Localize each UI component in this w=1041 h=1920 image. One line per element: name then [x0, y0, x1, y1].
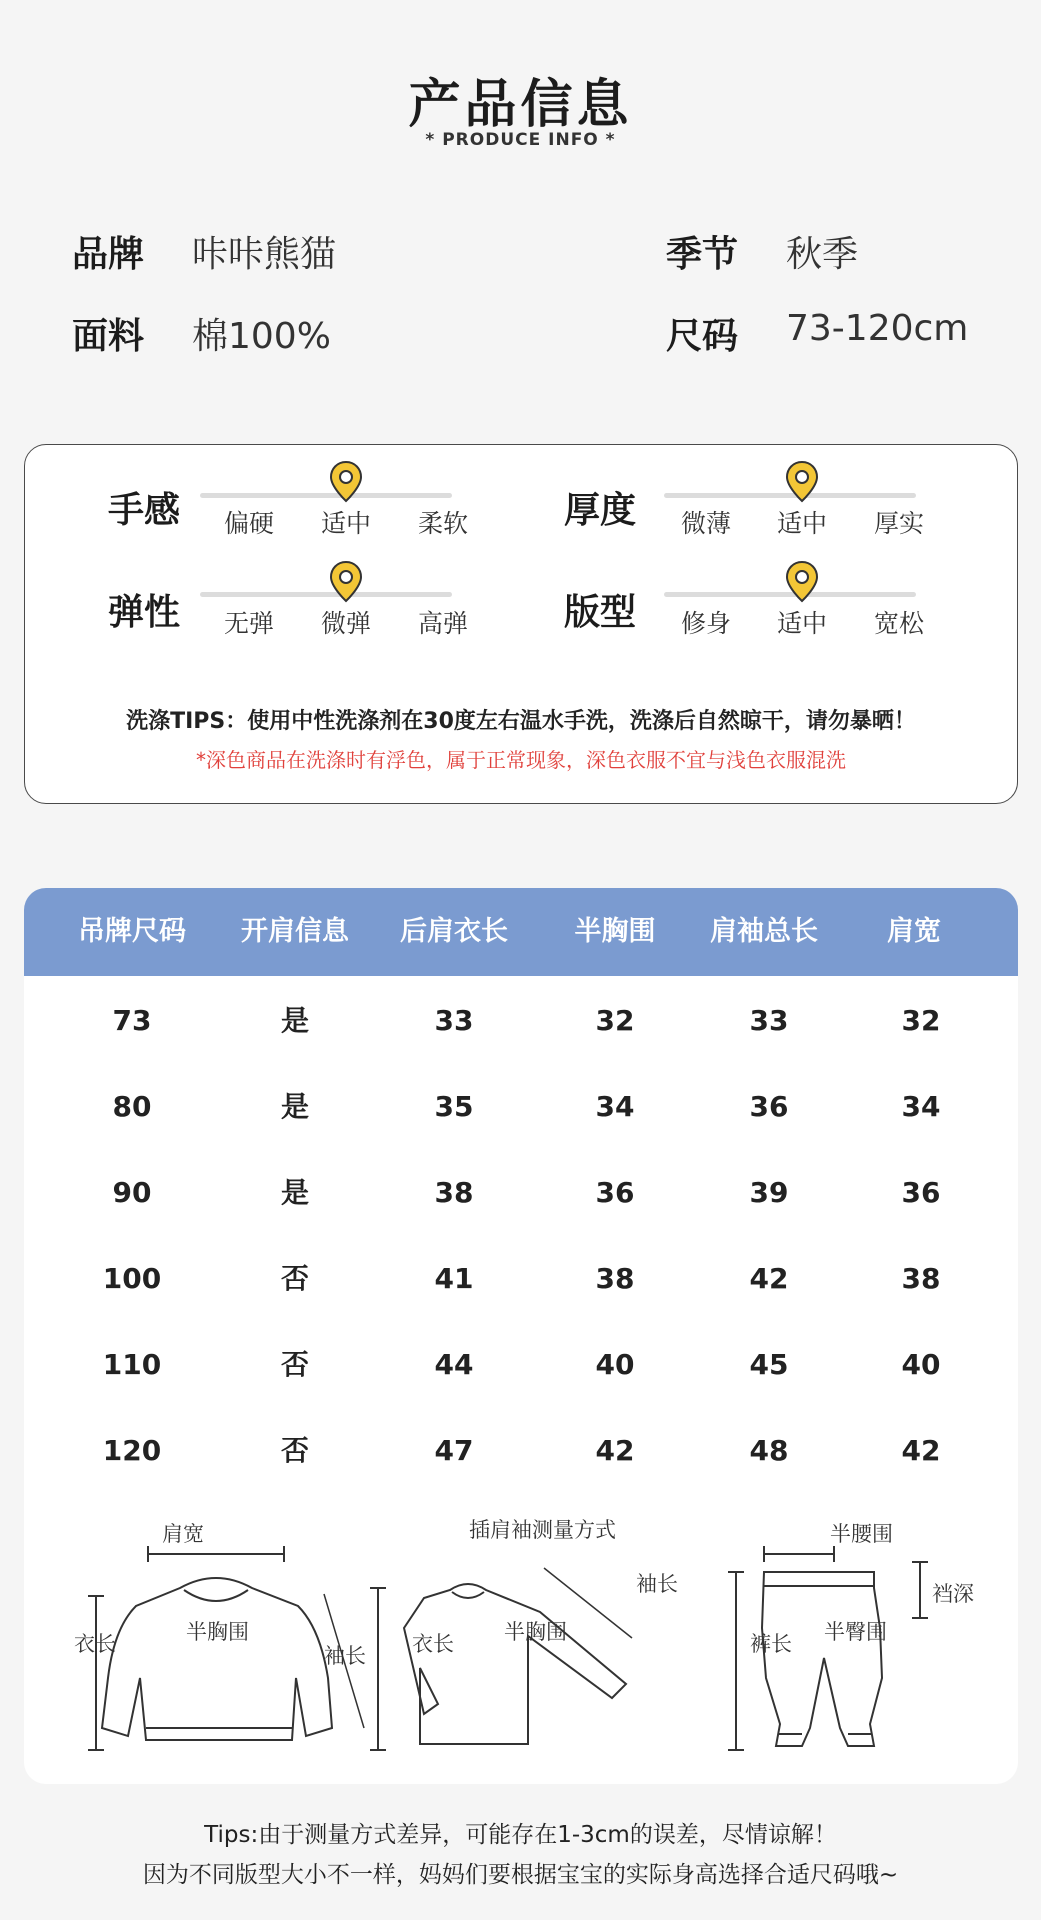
table-cell: 38: [901, 1262, 941, 1295]
attribute-option: 柔软: [417, 509, 468, 538]
brand-label: 品牌: [72, 234, 145, 275]
table-cell: 100: [102, 1262, 162, 1295]
location-pin-icon: [328, 460, 364, 504]
table-cell: 是: [280, 1090, 309, 1123]
table-cell: 42: [901, 1434, 941, 1467]
table-cell: 39: [749, 1176, 789, 1209]
sleeve-label: 袖长: [636, 1572, 678, 1596]
attribute-title: 版型: [564, 592, 637, 633]
page-title: 产品信息: [408, 75, 633, 135]
chest-label: 半胸围: [186, 1620, 249, 1644]
attribute-option-selected: 适中: [776, 509, 827, 538]
table-cell: 34: [901, 1090, 941, 1123]
table-cell: 45: [749, 1348, 789, 1381]
table-cell: 41: [434, 1262, 474, 1295]
waist-label: 半腰围: [830, 1522, 893, 1546]
attribute-title: 厚度: [564, 490, 637, 531]
attribute-title: 手感: [108, 490, 181, 531]
table-cell: 否: [280, 1348, 309, 1381]
footer-note: 因为不同版型大小不一样，妈妈们要根据宝宝的实际身高选择合适尺码哦~: [142, 1862, 899, 1888]
page-subtitle: * PRODUCE INFO *: [425, 130, 616, 150]
column-header: 吊牌尺码: [78, 916, 186, 947]
season-value: 秋季: [786, 234, 859, 275]
attribute-option: 微薄: [680, 509, 731, 538]
column-header: 肩宽: [887, 916, 941, 947]
table-cell: 32: [901, 1004, 941, 1037]
column-header: 开肩信息: [241, 916, 349, 947]
attribute-slider-track: [200, 493, 452, 498]
table-cell: 35: [434, 1090, 474, 1123]
fabric-label: 面料: [72, 316, 145, 357]
attribute-option: 无弹: [223, 609, 274, 638]
size-label: 尺码: [666, 316, 739, 357]
attribute-option: 宽松: [873, 609, 924, 638]
size-table: [24, 888, 1018, 1784]
table-cell: 36: [749, 1090, 789, 1123]
length-label: 衣长: [74, 1632, 116, 1656]
table-cell: 33: [434, 1004, 474, 1037]
sleeve-label: 袖长: [324, 1644, 366, 1668]
attribute-option: 厚实: [873, 509, 924, 538]
table-cell: 44: [434, 1348, 474, 1381]
hip-label: 半臀围: [824, 1620, 887, 1644]
table-cell: 否: [280, 1434, 309, 1467]
table-cell: 42: [749, 1262, 789, 1295]
column-header: 肩袖总长: [710, 916, 818, 947]
table-cell: 80: [112, 1090, 152, 1123]
location-pin-icon: [784, 460, 820, 504]
wash-tips: 洗涤TIPS：使用中性洗涤剂在30度左右温水手洗，洗涤后自然晾干，请勿暴晒！: [126, 709, 916, 734]
attribute-option: 偏硬: [223, 509, 274, 538]
rise-label: 裆深: [932, 1582, 974, 1606]
size-table-header: [24, 888, 1018, 976]
table-cell: 40: [595, 1348, 635, 1381]
attribute-slider-track: [200, 592, 452, 597]
attribute-title: 弹性: [108, 592, 181, 633]
table-cell: 48: [749, 1434, 789, 1467]
brand-value: 咔咔熊猫: [192, 234, 337, 275]
pants-length-label: 裤长: [750, 1632, 792, 1656]
raglan-title: 插肩袖测量方式: [469, 1518, 616, 1542]
attribute-option-selected: 微弹: [320, 609, 371, 638]
location-pin-icon: [328, 560, 364, 604]
table-cell: 42: [595, 1434, 635, 1467]
attribute-option-selected: 适中: [320, 509, 371, 538]
fabric-value: 棉100%: [192, 316, 331, 357]
attribute-option-selected: 适中: [776, 609, 827, 638]
season-label: 季节: [666, 234, 739, 275]
table-cell: 40: [901, 1348, 941, 1381]
table-cell: 47: [434, 1434, 474, 1467]
table-cell: 32: [595, 1004, 635, 1037]
chest-label: 半胸围: [504, 1620, 567, 1644]
length-label: 衣长: [412, 1632, 454, 1656]
attribute-option: 高弹: [417, 609, 468, 638]
wash-warning: *深色商品在洗涤时有浮色，属于正常现象，深色衣服不宜与浅色衣服混洗: [196, 748, 846, 772]
table-cell: 36: [595, 1176, 635, 1209]
table-cell: 否: [280, 1262, 309, 1295]
location-pin-icon: [784, 560, 820, 604]
column-header: 后肩衣长: [400, 916, 508, 947]
table-cell: 33: [749, 1004, 789, 1037]
table-cell: 90: [112, 1176, 152, 1209]
table-cell: 120: [102, 1434, 162, 1467]
table-cell: 是: [280, 1176, 309, 1209]
shoulder-width-label: 肩宽: [162, 1522, 204, 1546]
attribute-option: 修身: [680, 609, 731, 638]
table-cell: 34: [595, 1090, 635, 1123]
size-value: 73-120cm: [786, 308, 969, 349]
table-cell: 是: [280, 1004, 309, 1037]
table-cell: 38: [434, 1176, 474, 1209]
table-cell: 73: [112, 1004, 152, 1037]
table-cell: 110: [102, 1348, 162, 1381]
column-header: 半胸围: [574, 916, 656, 947]
table-cell: 38: [595, 1262, 635, 1295]
footer-tip: Tips:由于测量方式差异，可能存在1-3cm的误差，尽情谅解！: [204, 1822, 837, 1848]
table-cell: 36: [901, 1176, 941, 1209]
